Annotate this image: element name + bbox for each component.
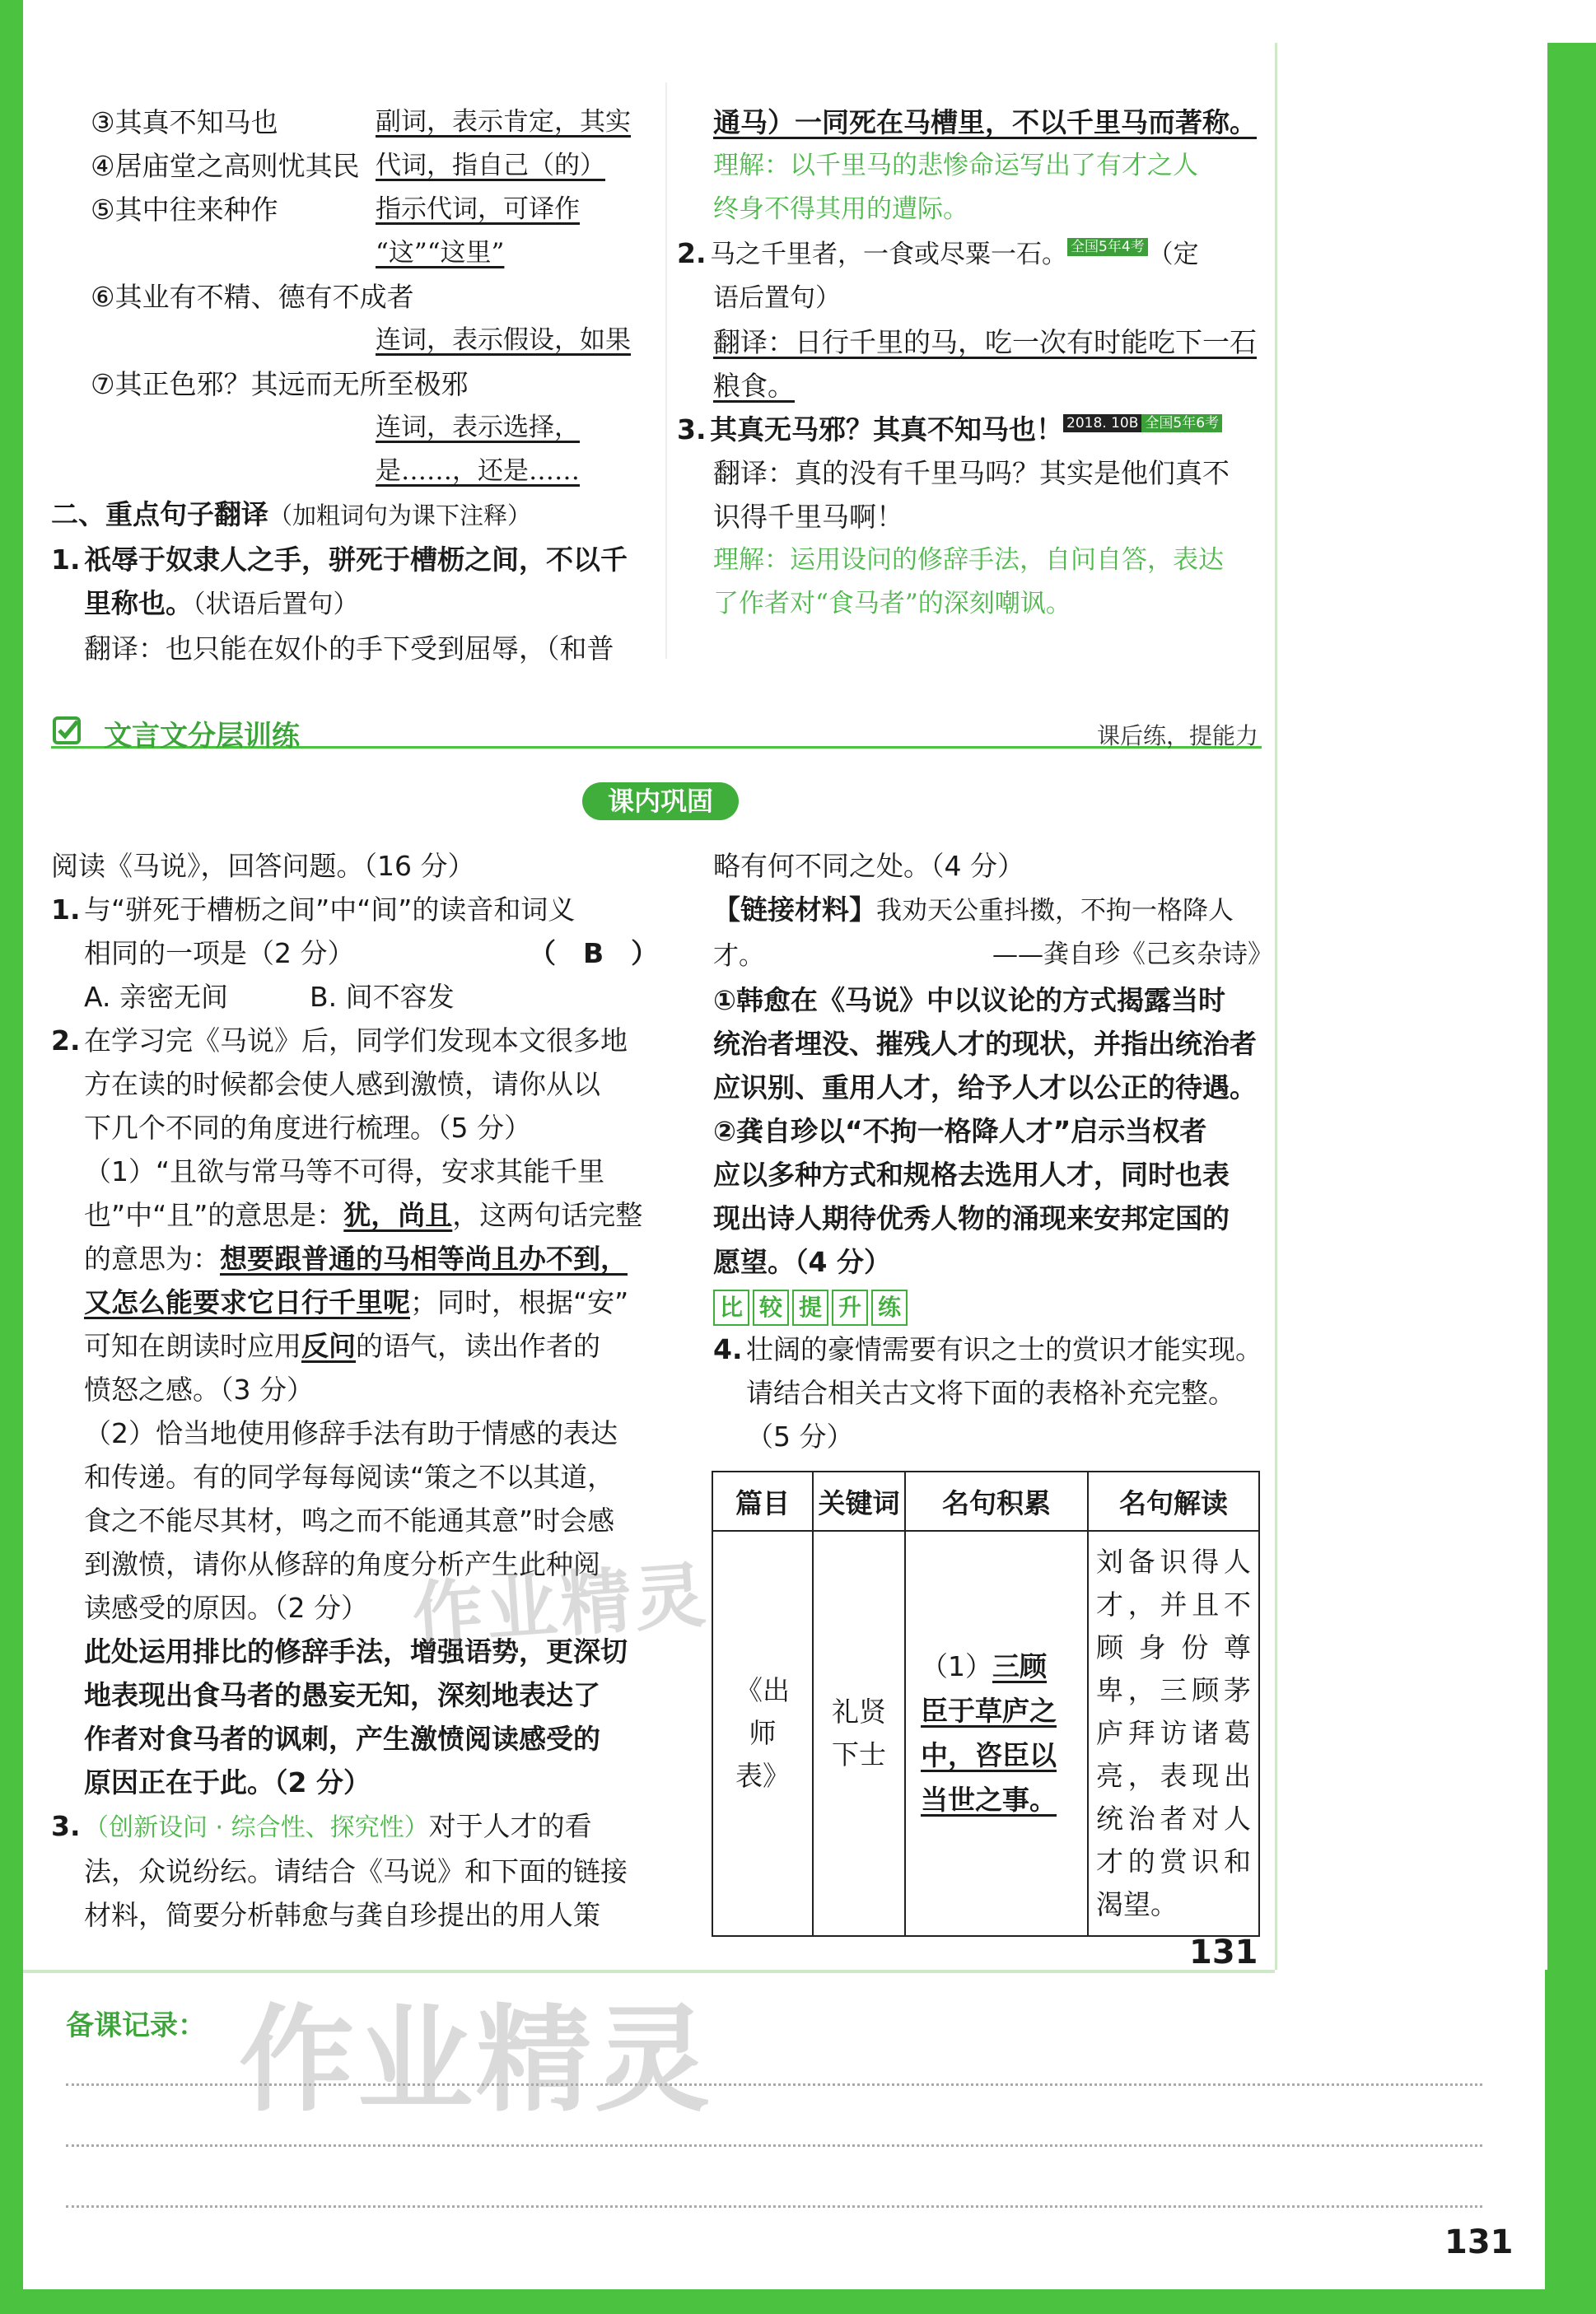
gloss: 指示代词，可译作	[376, 194, 580, 224]
question-text: 材料，简要分析韩愈与龚自珍提出的用人策	[84, 1899, 600, 1931]
exam-tag: 全国5年4考	[1067, 238, 1148, 256]
badge-char: 升	[832, 1290, 868, 1326]
item-number: 3.	[677, 413, 707, 446]
answer: 统治者埋没、摧残人才的现状，并指出统治者	[713, 1028, 1257, 1060]
question-number: 4.	[713, 1333, 743, 1365]
explanation: 了作者对“食马者”的深刻嘲讽。	[713, 589, 1071, 618]
answer: 作者对食马者的讽刺，产生激愤阅读感受的	[84, 1723, 600, 1755]
compare-practice-badge	[713, 1290, 908, 1326]
left-top-column	[91, 100, 667, 493]
table-cell	[1088, 1531, 1259, 1936]
question-text: ；同时，根据“安”	[410, 1286, 629, 1318]
badge-char: 练	[871, 1290, 908, 1326]
line: ⑥其业有不精、德有不成者	[91, 281, 414, 313]
question-text: 相同的一项是（2 分）	[84, 937, 355, 969]
watermark: 作业精灵	[239, 1994, 714, 2128]
page-number: 131	[1189, 1934, 1258, 1971]
left-bottom-column	[51, 844, 660, 1937]
link-text: 我劝天公重抖擞，不拘一格降人	[876, 896, 1234, 926]
badge-char: 较	[753, 1290, 789, 1326]
question-text: 下几个不同的角度进行梳理。（5 分）	[84, 1112, 531, 1144]
gloss: 连词，表示假设，如果	[376, 325, 631, 355]
question-text: 食之不能尽其材，鸣之而不能通其意”时会感	[84, 1505, 615, 1537]
right-top-column	[677, 100, 1270, 626]
section2-title: 二、重点句子翻译	[51, 498, 268, 530]
answer: 原因正在于此。（2 分）	[84, 1766, 371, 1798]
answer: 想要跟普通的马相等尚且办不到，	[220, 1243, 628, 1275]
notes-line	[66, 2144, 1482, 2147]
exam-tag: 全国5年6考	[1141, 414, 1222, 432]
answer: 犹，尚且	[343, 1199, 453, 1231]
sentence: 其真无马邪？其真不知马也！	[710, 413, 1063, 446]
table-header: 篇目	[712, 1472, 813, 1531]
table-header: 名句积累	[905, 1472, 1088, 1531]
question-text: （5 分）	[746, 1421, 854, 1453]
right-bottom-column	[713, 844, 1273, 1458]
sentence: 祇辱于奴隶人之手，骈死于槽枥之间，不以千	[84, 544, 628, 576]
notes-line	[66, 2205, 1482, 2208]
answer: 又怎么能要求它日行千里呢	[84, 1286, 410, 1318]
gloss: 副词，表示肯定，其实	[376, 107, 631, 137]
table-cell	[905, 1531, 1088, 1936]
line: ④居庙堂之高则忧其民	[91, 150, 360, 182]
section-title: 文言文分层训练	[104, 720, 300, 753]
question-text: 到激愤，请你从修辞的角度分析产生此种阅	[84, 1548, 600, 1580]
question-text: 愤怒之感。（3 分）	[84, 1374, 314, 1406]
translation: 翻译：也只能在奴仆的手下受到屈辱，（和普	[84, 632, 614, 665]
answer-choice: （ B ）	[529, 937, 659, 969]
translation: 通马）一同死在马槽里，不以千里马而著称。	[713, 106, 1257, 138]
line: ③其真不知马也	[91, 106, 278, 138]
question-text: 方在读的时候都会使人感到激愤，请你从以	[84, 1068, 600, 1100]
question-text: 法，众说纷纭。请结合《马说》和下面的链接	[84, 1855, 628, 1887]
table-cell	[813, 1531, 905, 1936]
answer: 愿望。（4 分）	[713, 1246, 891, 1278]
cell-answer: 三顾臣于草庐之中，咨臣以当世之事。	[921, 1650, 1057, 1816]
line: ⑦其正色邪？其远而无所至极邪	[91, 368, 469, 400]
question-number: 1.	[51, 893, 81, 926]
question-text: 读感受的原因。（2 分）	[84, 1592, 368, 1624]
sentence: 马之千里者，一食或尽粟一石。	[710, 240, 1067, 269]
question-text: 略有何不同之处。（4 分）	[713, 850, 1024, 882]
explanation: 终身不得其用的遭际。	[713, 194, 968, 224]
question-number: 2.	[51, 1024, 81, 1057]
gloss: 是……，还是……	[376, 456, 580, 486]
item-number: 2.	[677, 237, 707, 269]
explanation: 理解：运用设问的修辞手法，自问自答，表达	[713, 545, 1224, 575]
question-text: （2）恰当地使用修辞手法有助于情感的表达	[84, 1417, 618, 1449]
table-header: 名句解读	[1088, 1472, 1259, 1531]
table-header: 关键词	[813, 1472, 905, 1531]
question-number: 3.	[51, 1810, 81, 1842]
answer: 反问	[301, 1330, 356, 1362]
fill-table	[712, 1471, 1260, 1937]
section-pill: 课内巩固	[582, 782, 739, 820]
key-sentences	[51, 492, 660, 670]
answer: ②龚自珍以“不拘一格降人才”启示当权者	[713, 1115, 1207, 1147]
cell-keyword: 礼贤下士	[832, 1696, 886, 1770]
margin-panel	[1275, 43, 1547, 1970]
translation: 粮食。	[713, 370, 795, 402]
question-text: （1）“且欲与常马等不可得，安求其能千里	[84, 1155, 605, 1187]
cell-interpretation: 刘备识得人才，并且不顾身份尊卑，三顾茅庐拜访诸葛亮，表现出统治者对人才的赏识和渴望。	[1096, 1546, 1251, 1920]
question-text: 壮阔的豪情需要有识之士的赏识才能实现。	[746, 1333, 1262, 1365]
question-text: 的意思为：	[84, 1243, 220, 1275]
question-text: 与“骈死于槽枥之间”中“间”的读音和词义	[84, 893, 576, 926]
exam-tag: 2018. 10B	[1063, 414, 1141, 432]
gloss: 代词，指自己（的）	[376, 151, 605, 180]
question-text: 和传递。有的同学每每阅读“策之不以其道，	[84, 1461, 615, 1493]
badge-char: 提	[792, 1290, 828, 1326]
link-text: 才。	[713, 941, 764, 971]
page-number-outer: 131	[1444, 2223, 1514, 2261]
page-frame-right	[1545, 43, 1596, 2314]
answer: 现出诗人期待优秀人物的涌现来安邦定国的	[713, 1202, 1230, 1234]
answer: ①韩愈在《马说》中以议论的方式揭露当时	[713, 984, 1225, 1016]
note: 语后置句）	[713, 283, 841, 313]
answer: 应识别、重用人才，给予人才以公正的待遇。	[713, 1071, 1257, 1103]
note: （状语后置句）	[193, 590, 359, 619]
question-text: 的语气，读出作者的	[356, 1330, 600, 1362]
question-text: 可知在朗读时应用	[84, 1330, 301, 1362]
page-frame-left	[0, 0, 23, 2314]
cell-title: 《出师表》	[735, 1674, 790, 1792]
options: A. 亲密无间 B. 间不容发	[84, 981, 455, 1013]
answer: 地表现出食马者的愚妄无知，深刻地表达了	[84, 1679, 600, 1711]
translation: 翻译：真的没有千里马吗？其实是他们真不	[713, 457, 1230, 489]
line: ⑤其中往来种作	[91, 194, 278, 226]
notes-line	[66, 2083, 1482, 2086]
cell-prefix: （1）	[921, 1650, 992, 1682]
badge-char: 比	[713, 1290, 749, 1326]
note: （定	[1147, 240, 1199, 269]
sentence: 里称也。	[84, 587, 193, 619]
explanation: 理解：以千里马的悲惨命运写出了有才之人	[713, 151, 1198, 180]
question-text: 请结合相关古文将下面的表格补充完整。	[746, 1377, 1235, 1409]
table-cell	[712, 1531, 813, 1936]
answer: 应以多种方式和规格去选用人才，同时也表	[713, 1159, 1230, 1191]
link-label: 【链接材料】	[713, 893, 876, 926]
page-frame-bottom	[0, 2289, 1596, 2314]
translation: 识得千里马啊！	[713, 501, 903, 533]
link-source: ——龚自珍《己亥杂诗》	[992, 940, 1273, 969]
question-text: 在学习完《马说》后，同学们发现本文很多地	[84, 1024, 628, 1057]
column-divider	[665, 82, 667, 659]
gloss: 连词，表示选择，	[376, 413, 580, 442]
answer: 此处运用排比的修辞手法，增强语势，更深切	[84, 1635, 628, 1668]
question-text: 对于人才的看	[428, 1810, 592, 1842]
section2-note: （加粗词句为课下注释）	[268, 502, 532, 530]
section-subtitle: 课后练，提能力	[1096, 722, 1258, 749]
notes-label: 备课记录：	[66, 2009, 206, 2042]
question-text: 也”中“且”的意思是：	[84, 1199, 344, 1231]
gloss: “这”“这里”	[376, 238, 505, 268]
translation: 翻译：日行千里的马，吃一次有时能吃下一石	[713, 326, 1257, 358]
question-text: ，这两句话完整	[452, 1199, 643, 1231]
watermark: 作业精灵	[409, 1554, 712, 1658]
item-number: 1.	[51, 544, 81, 576]
check-icon	[53, 716, 81, 744]
question-tag: （创新设问 · 综合性、探究性）	[84, 1813, 429, 1842]
reading-intro: 阅读《马说》，回答问题。（16 分）	[51, 850, 475, 882]
